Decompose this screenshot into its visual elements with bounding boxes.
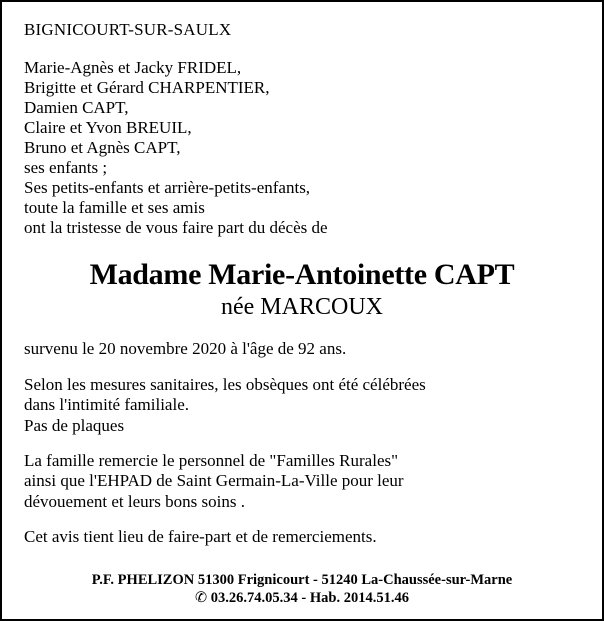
phone-icon: ✆ xyxy=(195,589,208,606)
family-list-item: Brigitte et Gérard CHARPENTIER, xyxy=(24,78,270,98)
announcement-line: ont la tristesse de vous faire part du décès de xyxy=(24,218,328,238)
thanks-line: ainsi que l'EHPAD de Saint Germain-La-Ville pour leur xyxy=(24,471,404,491)
family-list-item: Ses petits-enfants et arrière-petits-enfants, xyxy=(24,178,311,198)
locality-heading: BIGNICOURT-SUR-SAULX xyxy=(24,20,232,39)
agency-line: P.F. PHELIZON 51300 Frignicourt - 51240 La-Chaussée-sur-Marne xyxy=(91,571,513,588)
thanks-line: dévouement et leurs bons soins . xyxy=(24,491,245,511)
family-list-item: ses enfants ; xyxy=(24,158,108,178)
measures-paragraph xyxy=(24,375,580,436)
family-list-item: Bruno et Agnès CAPT, xyxy=(24,138,181,158)
family-list-item: Damien CAPT, xyxy=(24,98,129,118)
family-list-item: Marie-Agnès et Jacky FRIDEL, xyxy=(24,58,242,77)
layout-spacer xyxy=(24,563,580,571)
funeral-home-footer xyxy=(24,571,580,607)
measures-line: Pas de plaques xyxy=(24,415,125,435)
phone-line xyxy=(24,589,580,607)
death-date-text: survenu le 20 novembre 2020 à l'âge de 92 ans. xyxy=(24,339,347,359)
closing-line: Cet avis tient lieu de faire-part et de remerciements. xyxy=(24,527,377,547)
maiden-name: née MARCOUX xyxy=(221,294,383,321)
family-list-item: toute la famille et ses amis xyxy=(24,198,205,218)
death-date-line xyxy=(24,339,580,359)
closing-paragraph xyxy=(24,527,580,547)
thanks-paragraph xyxy=(24,451,580,512)
deceased-name: Madame Marie-Antoinette CAPT xyxy=(89,258,515,292)
family-list-item: Claire et Yvon BREUIL, xyxy=(24,118,192,138)
measures-line: Selon les mesures sanitaires, les obsèques ont été célébrées xyxy=(24,374,426,394)
family-list xyxy=(24,58,580,218)
phone-number: 03.26.74.05.34 - Hab. 2014.51.46 xyxy=(210,589,409,606)
thanks-line: La famille remercie le personnel de "Familles Rurales" xyxy=(24,450,399,470)
measures-line: dans l'intimité familiale. xyxy=(24,395,189,415)
